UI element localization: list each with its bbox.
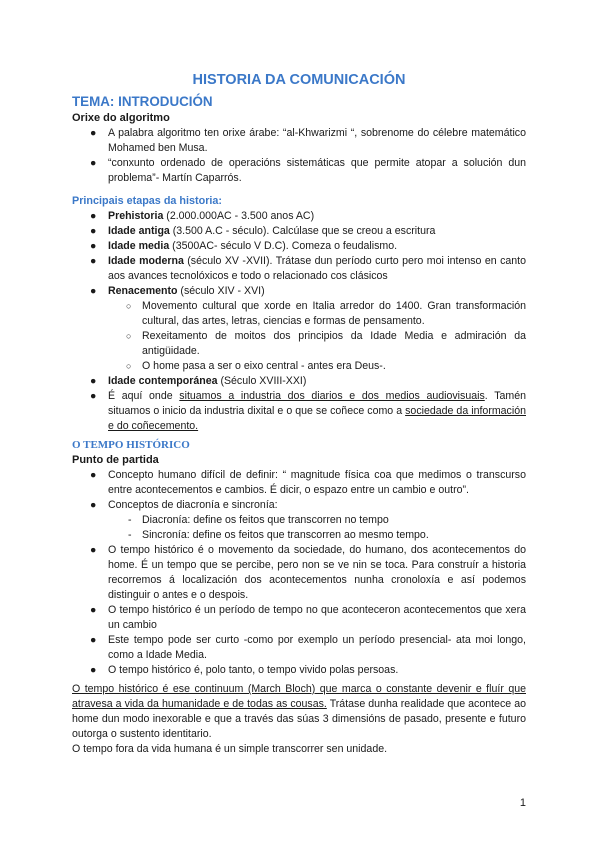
bullet-icon: ● xyxy=(90,375,97,387)
list-item: ○ O home pasa a ser o eixo central - antes era Deus-. xyxy=(126,360,386,372)
list-item: ● Idade media (3500AC- século V D.C). Comeza o feudalismo. xyxy=(90,240,398,252)
bullet-icon: ● xyxy=(90,499,97,511)
list-item: ● O tempo histórico é, polo tanto, o tempo vivido polas persoas. xyxy=(90,664,399,676)
circle-bullet-icon: ○ xyxy=(126,361,132,371)
document-page xyxy=(72,70,526,757)
section-heading-tempo: O TEMPO HISTÓRICO xyxy=(72,439,190,451)
list-item: ○ Movemento cultural que xorde en Italia arredor do 1400. Gran transformación cultural, das artes, letras, ciencias e formas de pensamento. xyxy=(126,300,526,327)
list-item: ● Concepto humano difícil de definir: “ magnitude física coa que medimos o transcurso entre acontecementos e cambios. É dicir, o espazo entre un cambio e outro”. xyxy=(90,469,526,496)
list-item: ● O tempo histórico é un período de tempo no que aconteceron acontecementos que xera un cambio xyxy=(90,604,526,631)
bullet-icon: ● xyxy=(90,225,97,237)
section-heading-etapas: Principais etapas da historia: xyxy=(72,195,223,207)
paragraph-tempo-fora: O tempo fora da vida humana é un simple transcorrer sen unidade. xyxy=(72,743,388,755)
list-item: ● Idade contemporánea (Século XVIII-XXI) xyxy=(90,375,307,387)
bullet-icon: ● xyxy=(90,210,97,222)
sub-list-diacronia xyxy=(72,513,526,543)
bullet-icon: ● xyxy=(90,157,97,169)
bullet-icon: ● xyxy=(90,127,97,139)
list-item: ● É aquí onde situamos a industria dos diarios e dos medios audiovisuais. Tamén situamos o inicio da industria dixital e o que se coñece como a sociedade da información e do coñecemento. xyxy=(90,390,526,432)
bullet-icon: ● xyxy=(90,240,97,252)
list-item: ● A palabra algoritmo ten orixe árabe: “al-Khwarizmi “, sobrenome do célebre matemático Mohamed ben Musa. xyxy=(90,127,526,154)
bullet-list-tempo-cont xyxy=(72,543,526,678)
page-number: 1 xyxy=(519,797,526,809)
bullet-icon: ● xyxy=(90,544,97,556)
dash-bullet-icon: - xyxy=(128,529,132,541)
bullet-icon: ● xyxy=(90,664,97,676)
list-item: ● Conceptos de diacronía e sincronía: xyxy=(90,499,278,511)
document-title: HISTORIA DA COMUNICACIÓN xyxy=(192,72,406,88)
circle-bullet-icon: ○ xyxy=(126,331,132,341)
sub-list-renacemento xyxy=(72,299,526,374)
subheading-punto: Punto de partida xyxy=(72,454,159,466)
list-item: ● Idade antiga (3.500 A.C - século). Calcúlase que se creou a escritura xyxy=(90,225,436,237)
paragraph-continuum: O tempo histórico é ese continuum (March Bloch) que marca o constante devenir e fluír que atravesa a vida da humanidade e de todas as cousas. Trátase dunha realidade que acontece ao home dun modo inexorable e que a través das súas 3 dimensións de pasado, presente e futuro outorga o sustento identitario. xyxy=(72,683,526,740)
bullet-list-etapas xyxy=(72,209,526,299)
circle-bullet-icon: ○ xyxy=(126,301,132,311)
bullet-icon: ● xyxy=(90,469,97,481)
subheading-orixe: Orixe do algoritmo xyxy=(72,112,170,124)
bullet-list-orixe xyxy=(72,126,526,186)
bullet-icon: ● xyxy=(90,390,97,402)
list-item: ● Prehistoria (2.000.000AC - 3.500 anos AC) xyxy=(90,210,315,222)
bullet-icon: ● xyxy=(90,634,97,646)
list-item: ● Este tempo pode ser curto -como por exemplo un período presencial- ata moi longo, como a Idade Media. xyxy=(90,634,526,661)
bullet-icon: ● xyxy=(90,255,97,267)
list-item: ○ Rexeitamento de moitos dos principios da Idade Media e admiración da antigüidade. xyxy=(126,330,526,357)
bullet-list-etapas-cont xyxy=(72,374,526,434)
bullet-icon: ● xyxy=(90,604,97,616)
list-item: - Diacronía: define os feitos que transcorren no tempo xyxy=(128,514,389,526)
list-item: ● Idade moderna (século XV -XVII). Trátase dun período curto pero moi intenso en canto aos avances tecnolóxicos e todo o relacionado cos clásicos xyxy=(90,255,526,282)
section-heading-introducion: TEMA: INTRODUCIÓN xyxy=(72,94,213,109)
list-item: ● “conxunto ordenado de operacións sistemáticas que permite atopar a solución dun problema”- Martín Caparrós. xyxy=(90,157,526,184)
bullet-icon: ● xyxy=(90,285,97,297)
list-item: ● Renacemento (século XIV - XVI) xyxy=(90,285,265,297)
list-item: ● O tempo histórico é o movemento da sociedade, do humano, dos acontecementos do home. É un tempo que se percibe, pero non se ve nin se toca. Para construír a historia recorremos á localización dos acontecementos nunha cronoloxía e así podemos distinguir o antes e o despois. xyxy=(90,544,526,601)
bullet-list-tempo xyxy=(72,468,526,513)
list-item: - Sincronía: define os feitos que transcorren ao mesmo tempo. xyxy=(128,529,429,541)
dash-bullet-icon: - xyxy=(128,514,132,526)
